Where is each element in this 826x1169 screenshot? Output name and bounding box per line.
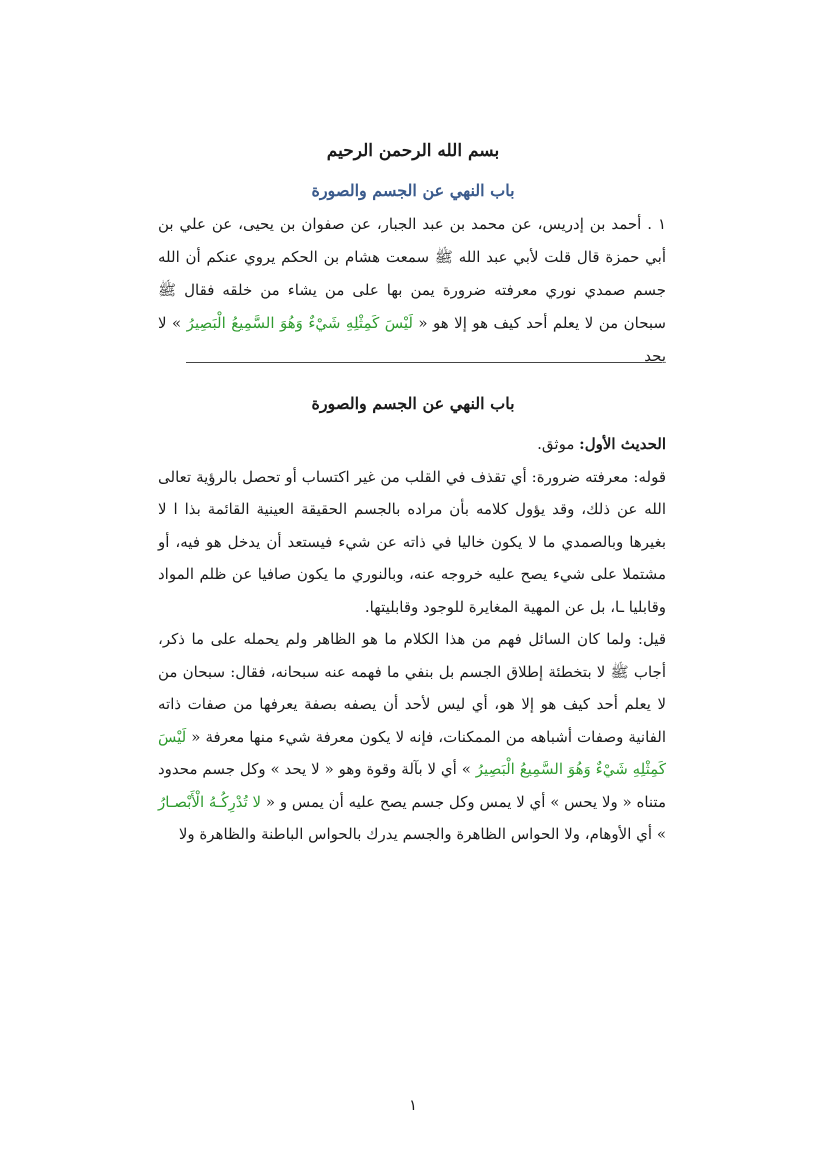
commentary-text (158, 428, 666, 851)
hadith-text-part: » لا يحد (158, 314, 666, 365)
commentary-text-part: قيل: ولما كان السائل فهم من هذا الكلام ما هو الظاهر ولم يحمله على ما ذكر، أجاب ﷺ لا بتخطئة إطلاق الجسم بل بنفي ما فهمه عنه سبحانه، فقال: سبحان من لا يعلم أحد كيف هو إلا هو، أي ليس لأحد أن يصفه بصفة يعرفها من صفات ذاته الفانية وصفات أشباهه من الممكنات، فإنه لا يكون معرفة شيء منها معرفة « (158, 630, 666, 746)
quran-quote: لا تُدْرِكُـهُ الْأَبْصـارُ (158, 792, 266, 811)
quran-quote: لَيْسَ كَمِثْلِهِ شَيْءٌ وَهُوَ السَّمِيعُ الْبَصِيرُ (181, 314, 419, 332)
hadith-text (158, 208, 666, 373)
commentary-text-part: » أي الأوهام، ولا الحواس الظاهرة والجسم يدرك بالحواس الباطنة والظاهرة ولا (178, 825, 666, 843)
chapter-title: باب النهي عن الجسم والصورة (311, 181, 515, 200)
hadith-text-part: ١ . أحمد بن إدريس، عن محمد بن عبد الجبار، عن صفوان بن يحيى، عن علي بن أبي حمزة قال قلت لأبي عبد الله ﷺ سمعت هشام بن الحكم يروي عنكم أن الله جسم صمدي نوري معرفته ضرورة يمن بها على من يشاء من خلقه فقال ﷺ سبحان من لا يعلم أحد كيف هو إلا هو « (158, 215, 667, 332)
section-divider (186, 362, 662, 363)
commentary-text-part: » أي لا بآلة وقوة وهو « لا يحد » وكل جسم محدود متناه « ولا يحس » أي لا يمس وكل جسم يصح عليه أن يمس و « (158, 760, 666, 811)
hadith-grade: موثق. (537, 435, 580, 453)
commentary-paragraph: قوله: معرفته ضرورة: أي تقذف في القلب من غير اكتساب أو تحصل بالرؤية تعالى الله عن ذلك، وقد يؤول كلامه بأن مراده بالجسم الحقيقة العينية القائمة بذا ا لا بغيرها وبالصمدي ما لا يكون خاليا في ذاته عن شيء فيستعد أن يدخل هو فيه، أو مشتملا على شيء يصح عليه خروجه عنه، وبالنوري ما يكون صافيا عن ظلم المواد وقابليا ـا، بل عن المهية المغايرة للوجود وقابليتها. (158, 467, 666, 616)
hadith-label: الحديث الأول: (579, 435, 666, 453)
quran-quote: لَيْسَ كَمِثْلِهِ شَيْءٌ وَهُوَ السَّمِيعُ الْبَصِيرُ (158, 727, 666, 778)
commentary-paragraph (158, 623, 666, 851)
basmala-heading: بسم الله الرحمن الرحيم (326, 141, 500, 161)
commentary-paragraph (158, 428, 666, 461)
commentary-chapter-title: باب النهي عن الجسم والصورة (311, 394, 515, 413)
page-number: ١ (408, 1096, 418, 1114)
